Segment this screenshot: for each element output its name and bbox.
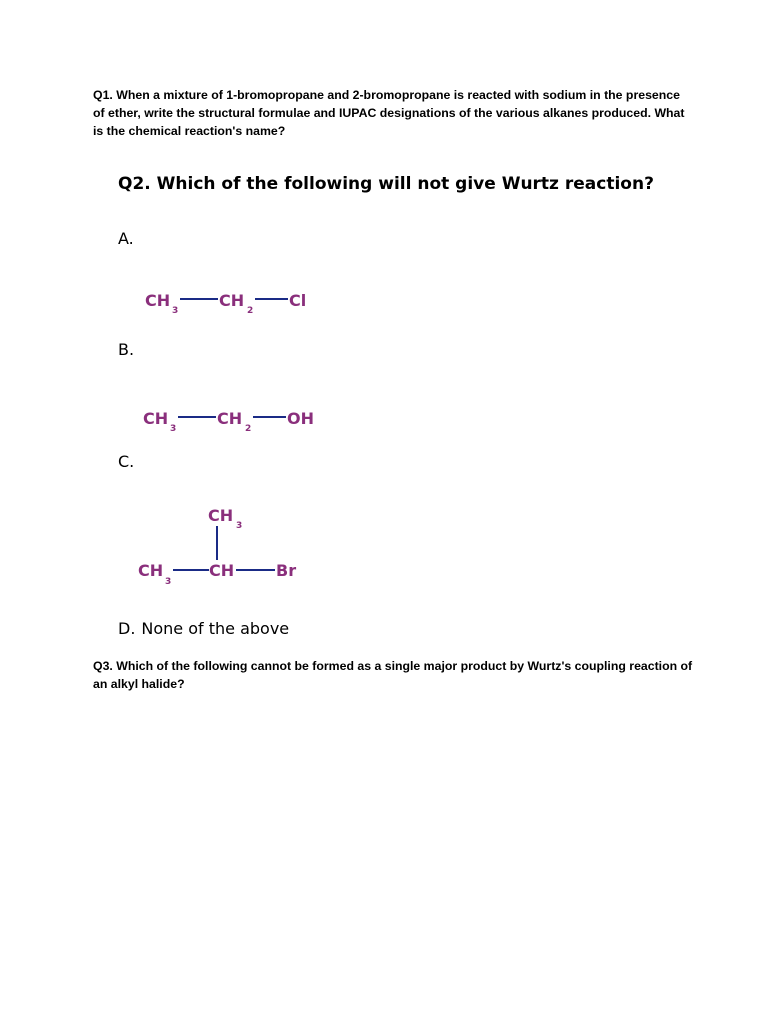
question-1: Q1. When a mixture of 1-bromopropane and 2-bromopropane is reacted with sodium in the presence of ether, write the structural formulae and IUPAC designations of the various alkanes produced. What is the chemical reaction's name? [93, 88, 685, 138]
option-c-label: C. [118, 452, 135, 471]
formula-b-group2: CH [217, 409, 243, 428]
option-b-label: B. [118, 340, 135, 359]
option-c-formula [133, 500, 333, 590]
formula-c-top-group: CH [208, 506, 234, 525]
option-b-formula [138, 403, 338, 437]
option-a-label: A. [118, 229, 134, 248]
formula-a-group3: Cl [289, 291, 307, 310]
option-a-formula [140, 285, 340, 319]
option-d-label: D. [118, 619, 136, 638]
formula-c-group1-subscript: 3 [165, 577, 172, 587]
formula-a-group2: CH [219, 291, 245, 310]
formula-c-group1: CH [138, 561, 164, 580]
option-d [118, 619, 289, 638]
formula-a-group2-subscript: 2 [247, 306, 254, 316]
formula-c-top-group-subscript: 3 [236, 521, 243, 531]
formula-a-group1: CH [145, 291, 171, 310]
formula-b-group1-subscript: 3 [170, 424, 177, 434]
formula-c-group2: CH [209, 561, 235, 580]
formula-c-group3: Br [276, 561, 297, 580]
question-3: Q3. Which of the following cannot be formed as a single major product by Wurtz's coupling reaction of an alkyl halide? [93, 659, 693, 691]
formula-b-group1: CH [143, 409, 169, 428]
question-2: Q2. Which of the following will not give Wurtz reaction? [118, 174, 654, 194]
formula-a-group1-subscript: 3 [172, 306, 179, 316]
option-d-text: None of the above [141, 619, 290, 638]
formula-b-group2-subscript: 2 [245, 424, 252, 434]
formula-b-group3: OH [287, 409, 314, 428]
